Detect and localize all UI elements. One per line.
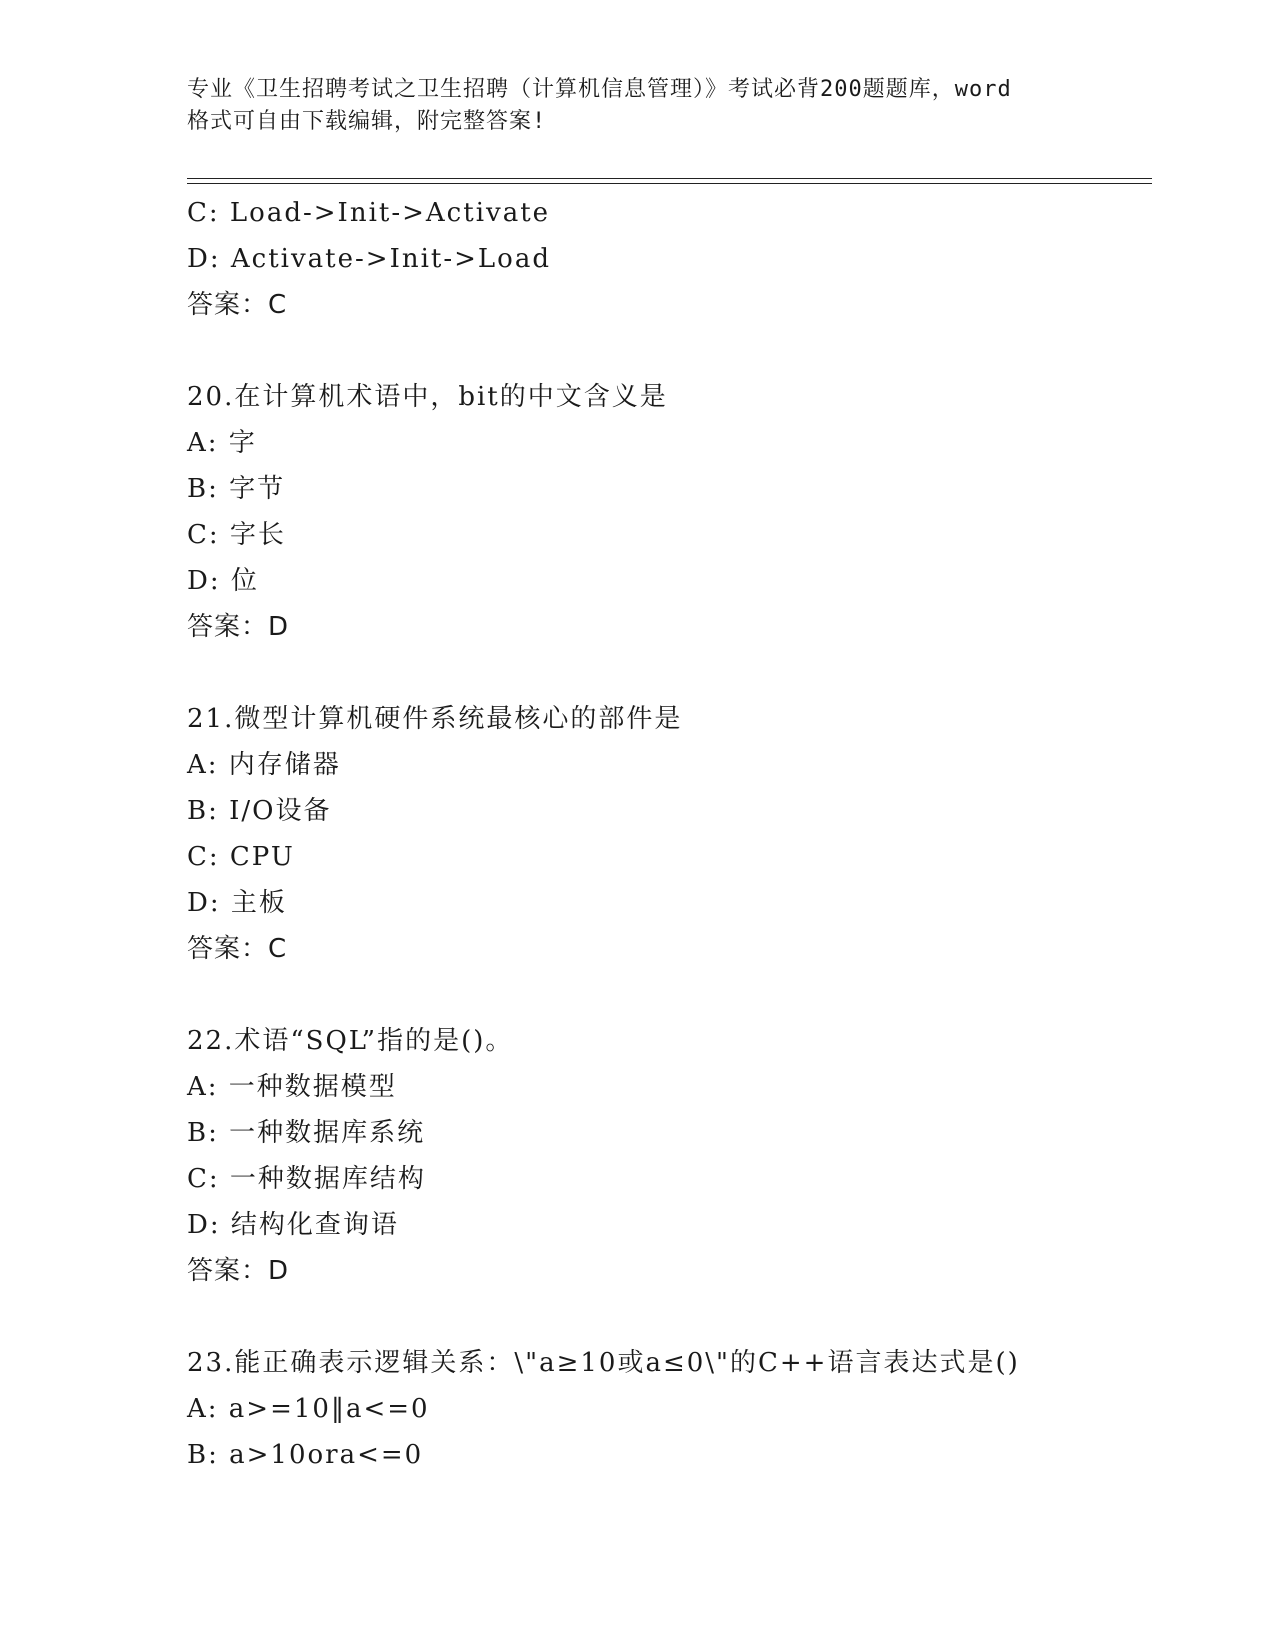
question-list [187,190,1187,1478]
option-b: B: 字节 [187,474,286,504]
question-stem: 22.术语“SQL”指的是()。 [187,1026,514,1056]
answer-line: 答案：C [187,290,288,320]
option-c: C: Load->Init->Activate [187,198,551,228]
question-21 [187,696,1187,972]
header-divider-top [187,178,1152,179]
question-23 [187,1340,1187,1478]
option-a: A: a>=10‖a<=0 [187,1394,430,1424]
option-b: B: I/O设备 [187,796,332,826]
option-b: B: 一种数据库系统 [187,1118,426,1148]
option-d: D: Activate->Init->Load [187,244,551,274]
option-d: D: 位 [187,566,259,596]
option-d: D: 结构化查询语 [187,1210,399,1240]
option-d: D: 主板 [187,888,287,918]
question-stem: 20.在计算机术语中，bit的中文含义是 [187,382,668,412]
option-a: A: 一种数据模型 [187,1072,397,1102]
header-title-line-2: 格式可自由下载编辑，附完整答案! [187,109,547,134]
option-a: A: 内存储器 [187,750,341,780]
option-a: A: 字 [187,428,257,458]
answer-line: 答案：D [187,612,290,642]
option-c: C: CPU [187,842,295,872]
header-divider-bottom [187,183,1152,184]
question-20 [187,374,1187,650]
option-c: C: 一种数据库结构 [187,1164,426,1194]
document-header [187,74,1087,138]
option-b: B: a>10ora<=0 [187,1440,424,1470]
question-19-fragment [187,190,1187,328]
answer-line: 答案：D [187,1256,290,1286]
answer-line: 答案：C [187,934,288,964]
header-title-line-1: 专业《卫生招聘考试之卫生招聘（计算机信息管理）》考试必背200题题库，word [187,77,1012,102]
question-stem: 21.微型计算机硬件系统最核心的部件是 [187,704,683,734]
question-stem: 23.能正确表示逻辑关系：\"a≥10或a≤0\"的C++语言表达式是() [187,1348,1020,1378]
option-c: C: 字长 [187,520,286,550]
question-22 [187,1018,1187,1294]
